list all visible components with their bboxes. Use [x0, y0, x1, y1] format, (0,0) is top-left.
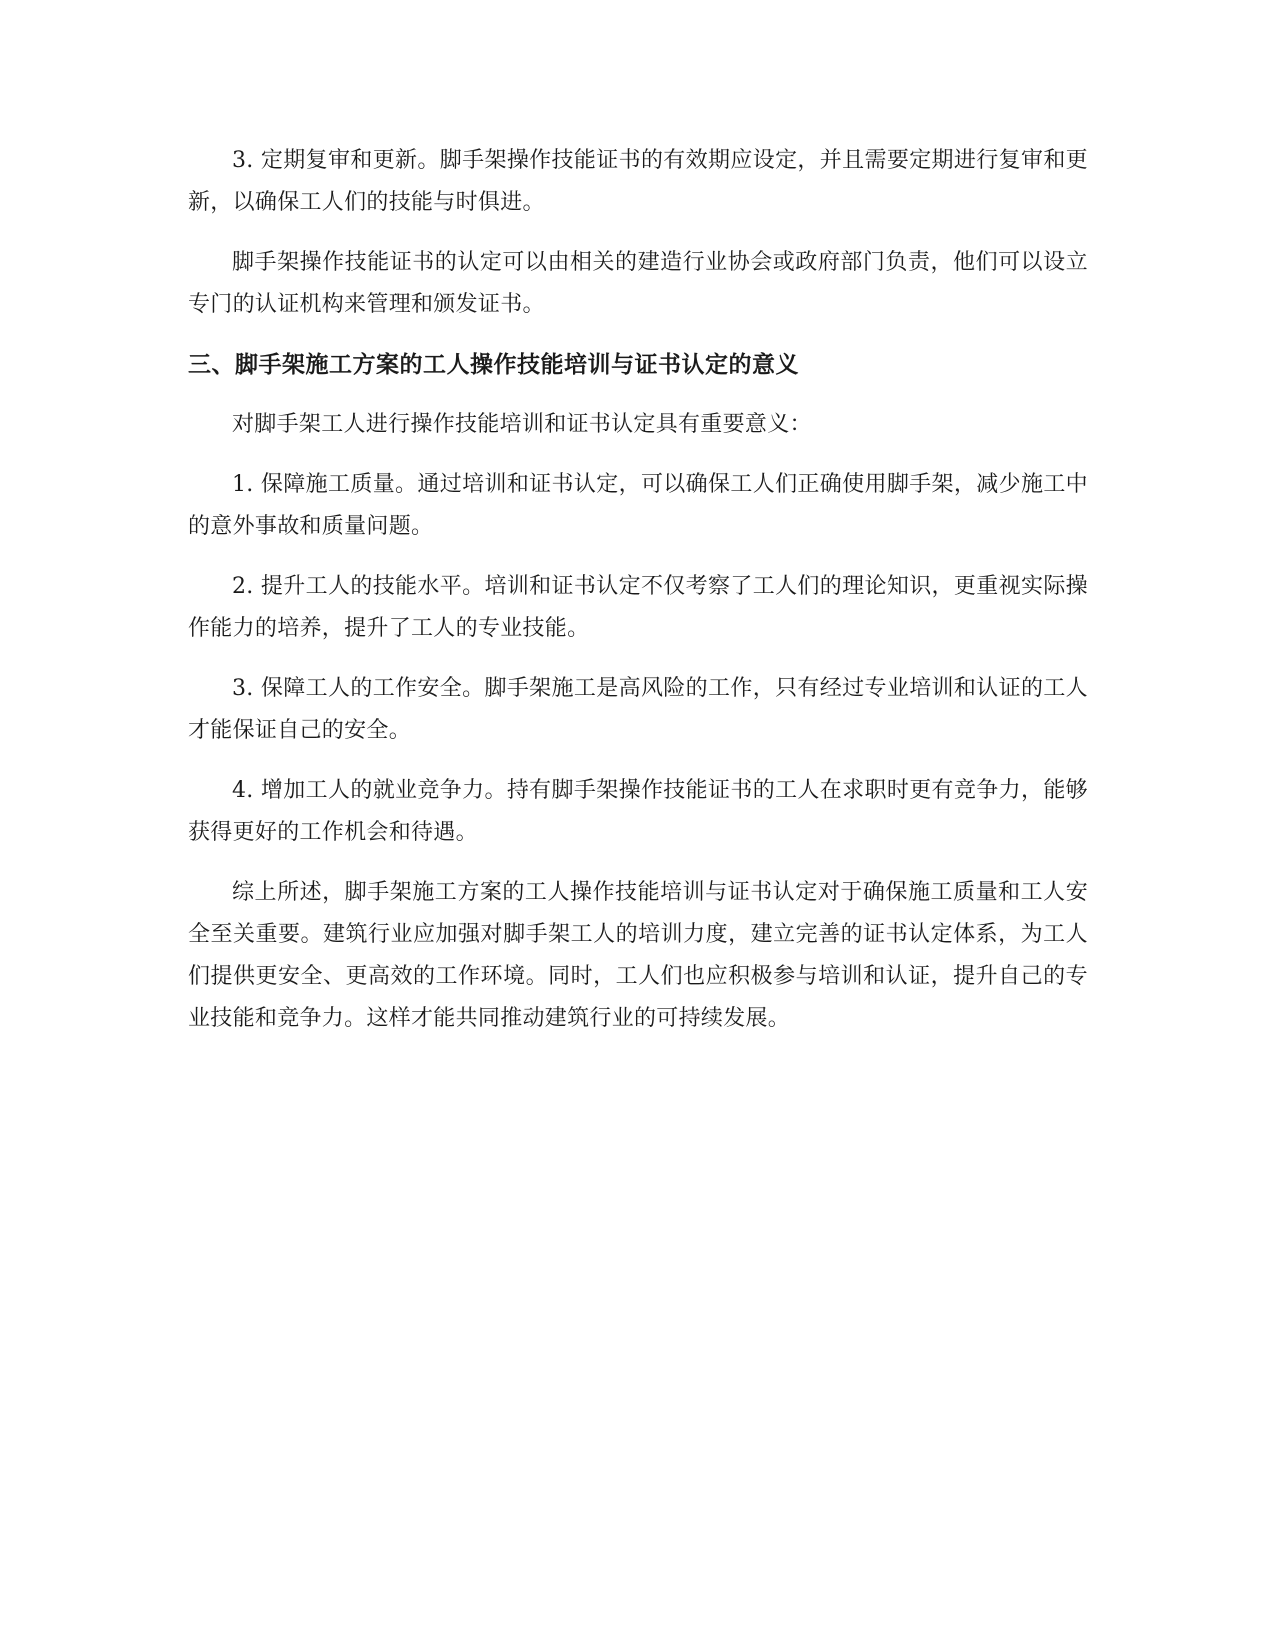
paragraph-certification-authority: 脚手架操作技能证书的认定可以由相关的建造行业协会或政府部门负责，他们可以设立专门的认证机构来管理和颁发证书。 — [188, 250, 1088, 317]
paragraph-conclusion: 综上所述，脚手架施工方案的工人操作技能培训与证书认定对于确保施工质量和工人安全至关重要。建筑行业应加强对脚手架工人的培训力度，建立完善的证书认定体系，为工人们提供更安全、更高效的工作环境。同时，工人们也应积极参与培训和认证，提升自己的专业技能和竞争力。这样才能共同推动建筑行业的可持续发展。 — [188, 880, 1088, 1031]
paragraph-point-1: 1. 保障施工质量。通过培训和证书认定，可以确保工人们正确使用脚手架，减少施工中的意外事故和质量问题。 — [188, 472, 1088, 539]
paragraph-point-4: 4. 增加工人的就业竞争力。持有脚手架操作技能证书的工人在求职时更有竞争力，能够获得更好的工作机会和待遇。 — [188, 778, 1088, 845]
document-page — [188, 140, 1088, 1058]
paragraph-intro: 对脚手架工人进行操作技能培训和证书认定具有重要意义： — [232, 412, 812, 437]
paragraph-point-3: 3. 保障工人的工作安全。脚手架施工是高风险的工作，只有经过专业培训和认证的工人才能保证自己的安全。 — [188, 676, 1088, 743]
paragraph-renewal: 3. 定期复审和更新。脚手架操作技能证书的有效期应设定，并且需要定期进行复审和更新，以确保工人们的技能与时俱进。 — [188, 148, 1088, 215]
paragraph-point-2: 2. 提升工人的技能水平。培训和证书认定不仅考察了工人们的理论知识，更重视实际操作能力的培养，提升了工人的专业技能。 — [188, 574, 1088, 641]
section-heading: 三、脚手架施工方案的工人操作技能培训与证书认定的意义 — [188, 352, 799, 378]
